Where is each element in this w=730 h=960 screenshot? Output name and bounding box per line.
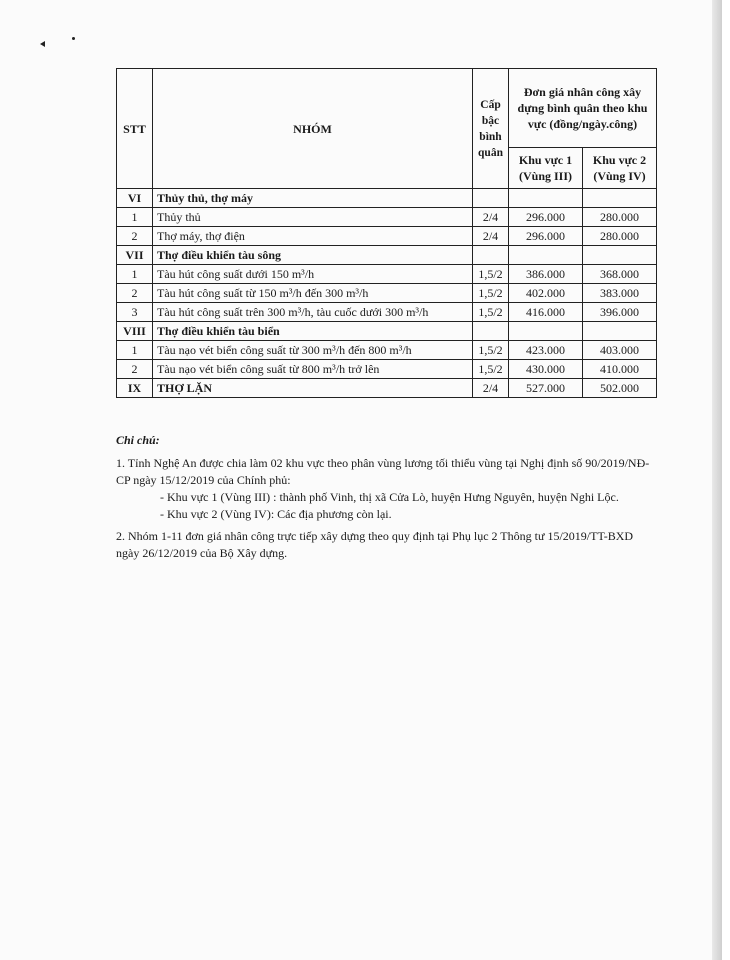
group-roman: VII xyxy=(117,246,153,265)
wage-table-body xyxy=(117,189,657,398)
table-row-last xyxy=(117,379,657,398)
group-z1-empty xyxy=(509,322,583,341)
row-zone2-price: 403.000 xyxy=(583,341,657,360)
header-zone2: Khu vực 2 (Vùng IV) xyxy=(583,148,657,189)
row-zone1-price: 386.000 xyxy=(509,265,583,284)
page-edge-shadow xyxy=(712,0,722,960)
note-1-zone2: - Khu vực 2 (Vùng IV): Các địa phương còn lại. xyxy=(160,507,392,521)
header-group: NHÓM xyxy=(153,69,473,189)
group-grade-empty xyxy=(473,246,509,265)
row-grade: 1,5/2 xyxy=(473,360,509,379)
row-zone1-price: 296.000 xyxy=(509,227,583,246)
table-row xyxy=(117,341,657,360)
table-row xyxy=(117,284,657,303)
row-stt: 1 xyxy=(117,208,153,227)
group-z2-empty xyxy=(583,246,657,265)
row-zone1-price: 402.000 xyxy=(509,284,583,303)
note-1-zone1: - Khu vực 1 (Vùng III) : thành phố Vinh, thị xã Cửa Lò, huyện Hưng Nguyên, huyện Nghi Lộc. xyxy=(160,490,619,504)
row-zone1-price: 416.000 xyxy=(509,303,583,322)
last-grade: 2/4 xyxy=(473,379,509,398)
row-grade: 1,5/2 xyxy=(473,341,509,360)
row-grade: 2/4 xyxy=(473,227,509,246)
row-zone1-price: 430.000 xyxy=(509,360,583,379)
group-grade-empty xyxy=(473,189,509,208)
notes-title: Chi chú: xyxy=(116,433,160,447)
last-zone2-price: 502.000 xyxy=(583,379,657,398)
row-stt: 1 xyxy=(117,341,153,360)
row-zone1-price: 296.000 xyxy=(509,208,583,227)
row-name: Tàu nạo vét biển công suất từ 300 m³/h đến 800 m³/h xyxy=(153,341,473,360)
table-row xyxy=(117,227,657,246)
row-grade: 1,5/2 xyxy=(473,284,509,303)
row-name: Tàu hút công suất từ 150 m³/h đến 300 m³/h xyxy=(153,284,473,303)
row-zone2-price: 368.000 xyxy=(583,265,657,284)
row-stt: 2 xyxy=(117,227,153,246)
row-zone2-price: 410.000 xyxy=(583,360,657,379)
row-stt: 2 xyxy=(117,360,153,379)
scan-mark-dot-icon xyxy=(72,37,75,40)
row-stt: 1 xyxy=(117,265,153,284)
row-stt: 3 xyxy=(117,303,153,322)
group-row xyxy=(117,189,657,208)
row-grade: 2/4 xyxy=(473,208,509,227)
row-name: Thợ máy, thợ điện xyxy=(153,227,473,246)
group-roman: VI xyxy=(117,189,153,208)
wage-table xyxy=(116,68,657,398)
group-name: Thợ điều khiển tàu biển xyxy=(153,322,473,341)
row-zone2-price: 280.000 xyxy=(583,208,657,227)
group-row xyxy=(117,322,657,341)
group-roman: VIII xyxy=(117,322,153,341)
row-name: Thủy thủ xyxy=(153,208,473,227)
notes-section xyxy=(116,432,656,562)
note-2: 2. Nhóm 1-11 đơn giá nhân công trực tiếp xây dựng theo quy định tại Phụ lục 2 Thông tư 15/2019/TT-BXD ngày 26/12/2019 của Bộ Xây dựng. xyxy=(116,529,634,560)
row-zone2-price: 383.000 xyxy=(583,284,657,303)
row-stt: 2 xyxy=(117,284,153,303)
row-grade: 1,5/2 xyxy=(473,265,509,284)
note-1: 1. Tỉnh Nghệ An được chia làm 02 khu vực theo phân vùng lương tối thiểu vùng tại Nghị định số 90/2019/NĐ-CP ngày 15/12/2019 của Chính phủ: xyxy=(116,456,650,487)
last-roman: IX xyxy=(117,379,153,398)
header-stt: STT xyxy=(117,69,153,189)
group-z1-empty xyxy=(509,246,583,265)
header-grade: Cấp bậc bình quân xyxy=(473,69,509,189)
group-z2-empty xyxy=(583,189,657,208)
header-zone1: Khu vực 1 (Vùng III) xyxy=(509,148,583,189)
group-grade-empty xyxy=(473,322,509,341)
scan-mark-arrow-icon xyxy=(40,41,45,47)
row-zone1-price: 423.000 xyxy=(509,341,583,360)
row-zone2-price: 280.000 xyxy=(583,227,657,246)
row-name: Tàu hút công suất trên 300 m³/h, tàu cuốc dưới 300 m³/h xyxy=(153,303,473,322)
row-name: Tàu nạo vét biển công suất từ 800 m³/h trở lên xyxy=(153,360,473,379)
group-z1-empty xyxy=(509,189,583,208)
table-row xyxy=(117,360,657,379)
row-grade: 1,5/2 xyxy=(473,303,509,322)
last-name: THỢ LẶN xyxy=(153,379,473,398)
table-row xyxy=(117,265,657,284)
table-row xyxy=(117,303,657,322)
table-row xyxy=(117,208,657,227)
header-price-group: Đơn giá nhân công xây dựng bình quân theo khu vực (đồng/ngày.công) xyxy=(509,69,657,148)
group-z2-empty xyxy=(583,322,657,341)
group-name: Thợ điều khiển tàu sông xyxy=(153,246,473,265)
group-row xyxy=(117,246,657,265)
row-zone2-price: 396.000 xyxy=(583,303,657,322)
row-name: Tàu hút công suất dưới 150 m³/h xyxy=(153,265,473,284)
last-zone1-price: 527.000 xyxy=(509,379,583,398)
group-name: Thủy thủ, thợ máy xyxy=(153,189,473,208)
